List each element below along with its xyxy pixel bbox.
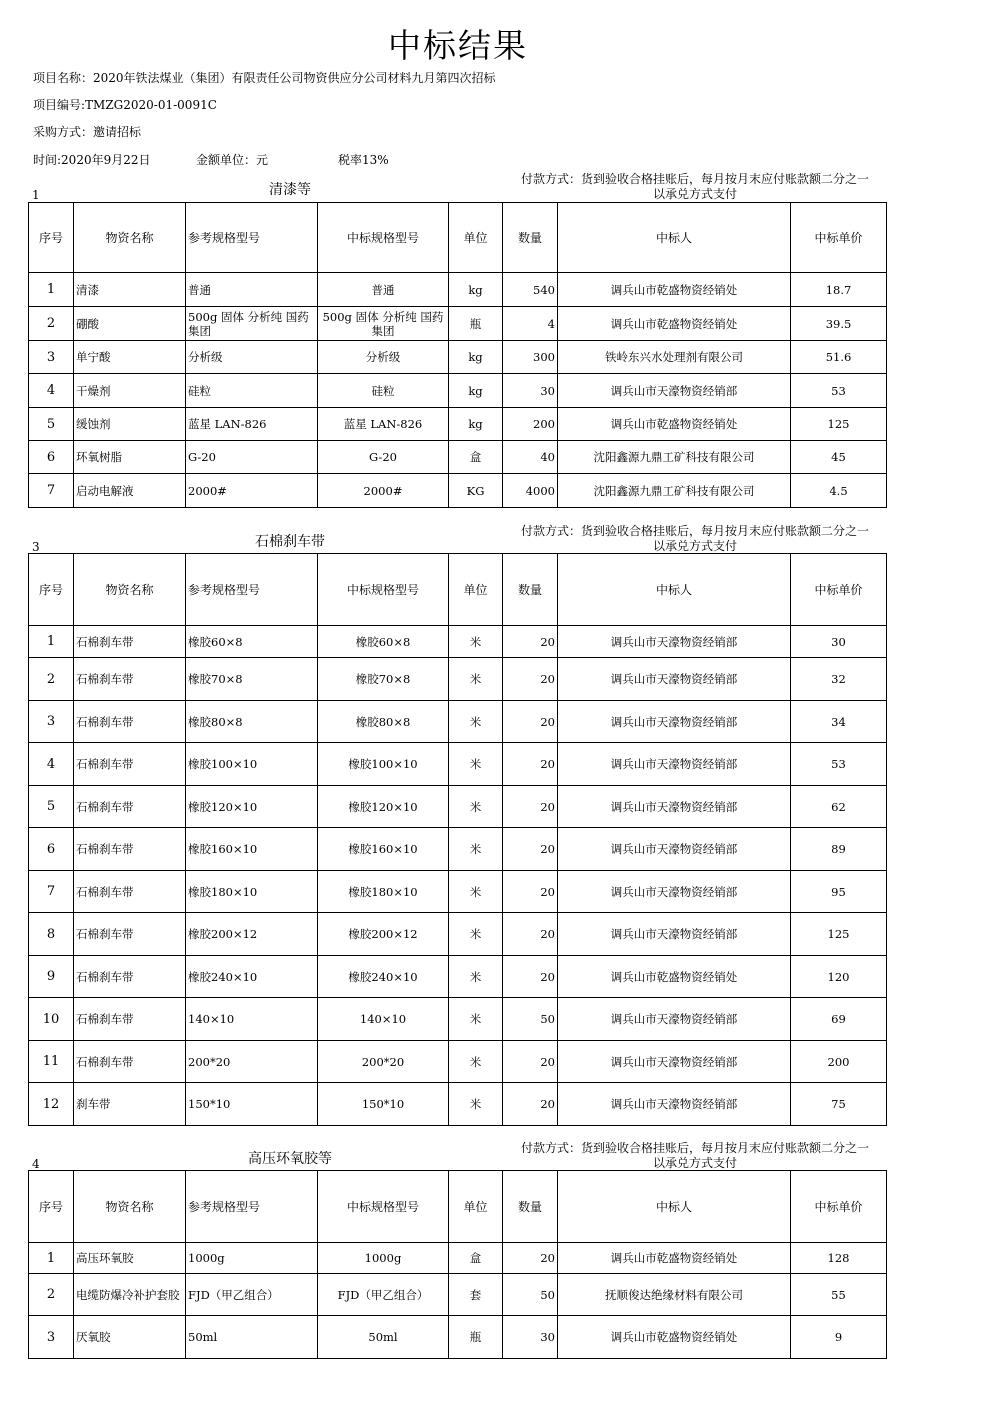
cell-seq: 4 — [29, 374, 74, 408]
date: 时间:2020年9月22日 — [33, 153, 151, 167]
cell-qty: 20 — [503, 626, 558, 658]
cell-unit: KG — [449, 474, 503, 508]
cell-price: 95 — [791, 871, 887, 913]
header-qty: 数量 — [503, 1171, 558, 1243]
table-row — [29, 408, 887, 441]
cell-price: 34 — [791, 701, 887, 743]
header-unit: 单位 — [449, 554, 503, 626]
cell-winner: 调兵山市天濠物资经销部 — [558, 1041, 791, 1083]
cell-winner: 调兵山市天濠物资经销部 — [558, 658, 791, 701]
cell-bid-spec: 硅粒 — [318, 374, 449, 408]
cell-name: 石棉刹车带 — [74, 1041, 186, 1083]
table-row — [29, 828, 887, 871]
cell-unit: kg — [449, 273, 503, 307]
cell-name: 单宁酸 — [74, 341, 186, 374]
cell-unit: 米 — [449, 956, 503, 998]
cell-qty: 4 — [503, 307, 558, 341]
cell-name: 石棉刹车带 — [74, 913, 186, 956]
cell-ref-spec: 橡胶100×10 — [186, 743, 318, 786]
cell-unit: 米 — [449, 828, 503, 871]
cell-bid-spec: 蓝星 LAN-826 — [318, 408, 449, 441]
cell-seq: 10 — [29, 998, 74, 1041]
cell-bid-spec: 橡胶80×8 — [318, 701, 449, 743]
cell-unit: 米 — [449, 1083, 503, 1126]
bid-table — [28, 1170, 887, 1359]
payment-line-2: 以承兑方式支付 — [652, 1156, 737, 1170]
cell-bid-spec: 橡胶180×10 — [318, 871, 449, 913]
payment-line-1: 付款方式：货到验收合格挂账后，每月按月末应付账款额二分之一 — [520, 172, 869, 186]
table-row — [29, 998, 887, 1041]
cell-unit: 米 — [449, 913, 503, 956]
table-row — [29, 1083, 887, 1126]
cell-bid-spec: 橡胶70×8 — [318, 658, 449, 701]
cell-bid-spec: 50ml — [318, 1316, 449, 1359]
cell-ref-spec: FJD（甲乙组合） — [186, 1274, 318, 1316]
cell-winner: 调兵山市乾盛物资经销处 — [558, 273, 791, 307]
cell-name: 干燥剂 — [74, 374, 186, 408]
cell-qty: 20 — [503, 1243, 558, 1274]
cell-name: 环氧树脂 — [74, 441, 186, 474]
cell-winner: 调兵山市乾盛物资经销处 — [558, 408, 791, 441]
header-ref-spec: 参考规格型号 — [186, 203, 318, 273]
cell-price: 120 — [791, 956, 887, 998]
table-row — [29, 626, 887, 658]
payment-line-1: 付款方式：货到验收合格挂账后，每月按月末应付账款额二分之一 — [520, 1141, 869, 1155]
cell-seq: 1 — [29, 273, 74, 307]
cell-unit: 米 — [449, 1041, 503, 1083]
cell-winner: 调兵山市天濠物资经销部 — [558, 1083, 791, 1126]
header-winner: 中标人 — [558, 203, 791, 273]
cell-price: 30 — [791, 626, 887, 658]
cell-qty: 30 — [503, 374, 558, 408]
cell-winner: 调兵山市天濠物资经销部 — [558, 374, 791, 408]
cell-ref-spec: 橡胶70×8 — [186, 658, 318, 701]
cell-seq: 3 — [29, 701, 74, 743]
cell-name: 石棉刹车带 — [74, 998, 186, 1041]
cell-qty: 50 — [503, 1274, 558, 1316]
cell-winner: 调兵山市天濠物资经销部 — [558, 626, 791, 658]
cell-name: 石棉刹车带 — [74, 786, 186, 828]
cell-seq: 7 — [29, 474, 74, 508]
payment-terms — [505, 1141, 885, 1171]
payment-terms — [505, 524, 885, 554]
cell-qty: 20 — [503, 913, 558, 956]
cell-unit: 米 — [449, 871, 503, 913]
header-seq: 序号 — [29, 554, 74, 626]
cell-price: 62 — [791, 786, 887, 828]
cell-qty: 50 — [503, 998, 558, 1041]
cell-qty: 200 — [503, 408, 558, 441]
cell-ref-spec: 1000g — [186, 1243, 318, 1274]
cell-name: 石棉刹车带 — [74, 626, 186, 658]
cell-unit: 瓶 — [449, 1316, 503, 1359]
section-number: 3 — [32, 540, 40, 554]
cell-ref-spec: 200*20 — [186, 1041, 318, 1083]
cell-qty: 20 — [503, 701, 558, 743]
table-row — [29, 474, 887, 508]
cell-name: 厌氧胶 — [74, 1316, 186, 1359]
cell-name: 刹车带 — [74, 1083, 186, 1126]
cell-ref-spec: 蓝星 LAN-826 — [186, 408, 318, 441]
table-row — [29, 1243, 887, 1274]
cell-unit: 盒 — [449, 1243, 503, 1274]
project-code: 项目编号:TMZG2020-01-0091C — [33, 98, 217, 112]
cell-unit: 米 — [449, 998, 503, 1041]
header-ref-spec: 参考规格型号 — [186, 1171, 318, 1243]
table-row — [29, 956, 887, 998]
cell-name: 高压环氧胶 — [74, 1243, 186, 1274]
cell-bid-spec: 分析级 — [318, 341, 449, 374]
table-row — [29, 341, 887, 374]
cell-qty: 4000 — [503, 474, 558, 508]
cell-ref-spec: 橡胶200×12 — [186, 913, 318, 956]
cell-seq: 1 — [29, 626, 74, 658]
cell-unit: 米 — [449, 743, 503, 786]
cell-winner: 调兵山市天濠物资经销部 — [558, 998, 791, 1041]
cell-unit: 米 — [449, 701, 503, 743]
cell-name: 石棉刹车带 — [74, 743, 186, 786]
cell-seq: 9 — [29, 956, 74, 998]
table-row — [29, 1316, 887, 1359]
header-qty: 数量 — [503, 203, 558, 273]
header-bid-spec: 中标规格型号 — [318, 554, 449, 626]
header-bid-spec: 中标规格型号 — [318, 203, 449, 273]
cell-bid-spec: G-20 — [318, 441, 449, 474]
cell-name: 石棉刹车带 — [74, 871, 186, 913]
cell-seq: 3 — [29, 341, 74, 374]
bid-table — [28, 202, 887, 508]
cell-bid-spec: 橡胶200×12 — [318, 913, 449, 956]
cell-name: 石棉刹车带 — [74, 701, 186, 743]
cell-winner: 调兵山市天濠物资经销部 — [558, 828, 791, 871]
cell-bid-spec: 橡胶100×10 — [318, 743, 449, 786]
cell-price: 55 — [791, 1274, 887, 1316]
section-title: 清漆等 — [269, 182, 311, 198]
cell-name: 石棉刹车带 — [74, 956, 186, 998]
cell-ref-spec: 140×10 — [186, 998, 318, 1041]
table-row — [29, 786, 887, 828]
cell-bid-spec: FJD（甲乙组合） — [318, 1274, 449, 1316]
tax-rate: 税率13% — [338, 153, 389, 167]
cell-unit: 米 — [449, 658, 503, 701]
cell-ref-spec: 普通 — [186, 273, 318, 307]
cell-price: 32 — [791, 658, 887, 701]
cell-ref-spec: 橡胶80×8 — [186, 701, 318, 743]
cell-price: 9 — [791, 1316, 887, 1359]
section-number: 4 — [32, 1157, 40, 1171]
cell-bid-spec: 1000g — [318, 1243, 449, 1274]
cell-bid-spec: 橡胶160×10 — [318, 828, 449, 871]
header-winner: 中标人 — [558, 554, 791, 626]
header-seq: 序号 — [29, 203, 74, 273]
cell-winner: 铁岭东兴水处理剂有限公司 — [558, 341, 791, 374]
cell-winner: 抚顺俊达绝缘材料有限公司 — [558, 1274, 791, 1316]
cell-unit: kg — [449, 408, 503, 441]
table-row — [29, 701, 887, 743]
cell-winner: 调兵山市乾盛物资经销处 — [558, 307, 791, 341]
cell-name: 硼酸 — [74, 307, 186, 341]
cell-seq: 5 — [29, 408, 74, 441]
cell-price: 69 — [791, 998, 887, 1041]
table-row — [29, 273, 887, 307]
cell-seq: 2 — [29, 307, 74, 341]
cell-winner: 沈阳鑫源九鼎工矿科技有限公司 — [558, 474, 791, 508]
cell-name: 启动电解液 — [74, 474, 186, 508]
header-bid-spec: 中标规格型号 — [318, 1171, 449, 1243]
cell-seq: 8 — [29, 913, 74, 956]
cell-seq: 3 — [29, 1316, 74, 1359]
cell-seq: 2 — [29, 1274, 74, 1316]
payment-terms — [505, 172, 885, 202]
cell-winner: 调兵山市天濠物资经销部 — [558, 701, 791, 743]
cell-qty: 30 — [503, 1316, 558, 1359]
cell-bid-spec: 橡胶120×10 — [318, 786, 449, 828]
section-title: 石棉刹车带 — [255, 534, 325, 550]
cell-ref-spec: 分析级 — [186, 341, 318, 374]
cell-unit: 盒 — [449, 441, 503, 474]
table-row — [29, 307, 887, 341]
cell-ref-spec: 50ml — [186, 1316, 318, 1359]
cell-seq: 6 — [29, 828, 74, 871]
cell-qty: 20 — [503, 871, 558, 913]
cell-qty: 300 — [503, 341, 558, 374]
cell-price: 51.6 — [791, 341, 887, 374]
header-price: 中标单价 — [791, 554, 887, 626]
cell-ref-spec: 橡胶160×10 — [186, 828, 318, 871]
table-row — [29, 1274, 887, 1316]
cell-name: 石棉刹车带 — [74, 658, 186, 701]
cell-price: 89 — [791, 828, 887, 871]
bid-table — [28, 553, 887, 1126]
cell-price: 4.5 — [791, 474, 887, 508]
cell-bid-spec: 橡胶240×10 — [318, 956, 449, 998]
cell-ref-spec: 橡胶180×10 — [186, 871, 318, 913]
page-title: 中标结果 — [388, 26, 528, 65]
cell-ref-spec: 150*10 — [186, 1083, 318, 1126]
table-row — [29, 374, 887, 408]
cell-unit: kg — [449, 374, 503, 408]
cell-name: 石棉刹车带 — [74, 828, 186, 871]
header-row — [29, 554, 887, 626]
cell-price: 75 — [791, 1083, 887, 1126]
cell-bid-spec: 200*20 — [318, 1041, 449, 1083]
table-row — [29, 441, 887, 474]
table-row — [29, 913, 887, 956]
cell-name: 缓蚀剂 — [74, 408, 186, 441]
cell-qty: 20 — [503, 658, 558, 701]
header-winner: 中标人 — [558, 1171, 791, 1243]
cell-price: 45 — [791, 441, 887, 474]
cell-unit: 套 — [449, 1274, 503, 1316]
header-price: 中标单价 — [791, 1171, 887, 1243]
table-row — [29, 871, 887, 913]
cell-bid-spec: 150*10 — [318, 1083, 449, 1126]
cell-qty: 20 — [503, 743, 558, 786]
cell-price: 200 — [791, 1041, 887, 1083]
cell-price: 128 — [791, 1243, 887, 1274]
cell-qty: 540 — [503, 273, 558, 307]
header-unit: 单位 — [449, 203, 503, 273]
header-unit: 单位 — [449, 1171, 503, 1243]
procurement-method: 采购方式：邀请招标 — [33, 125, 142, 139]
cell-name: 清漆 — [74, 273, 186, 307]
cell-ref-spec: 橡胶120×10 — [186, 786, 318, 828]
cell-bid-spec: 140×10 — [318, 998, 449, 1041]
currency-unit: 金额单位：元 — [196, 153, 269, 167]
table-row — [29, 1041, 887, 1083]
cell-bid-spec: 500g 固体 分析纯 国药集团 — [318, 307, 449, 341]
cell-winner: 调兵山市乾盛物资经销处 — [558, 956, 791, 998]
cell-bid-spec: 橡胶60×8 — [318, 626, 449, 658]
cell-ref-spec: 橡胶60×8 — [186, 626, 318, 658]
header-name: 物资名称 — [74, 1171, 186, 1243]
cell-winner: 调兵山市天濠物资经销部 — [558, 743, 791, 786]
cell-winner: 调兵山市天濠物资经销部 — [558, 913, 791, 956]
header-seq: 序号 — [29, 1171, 74, 1243]
cell-unit: 米 — [449, 626, 503, 658]
cell-seq: 5 — [29, 786, 74, 828]
cell-ref-spec: G-20 — [186, 441, 318, 474]
cell-name: 电缆防爆冷补护套胶 — [74, 1274, 186, 1316]
project-name: 项目名称：2020年铁法煤业（集团）有限责任公司物资供应分公司材料九月第四次招标 — [33, 71, 496, 85]
cell-seq: 4 — [29, 743, 74, 786]
cell-winner: 调兵山市天濠物资经销部 — [558, 786, 791, 828]
header-price: 中标单价 — [791, 203, 887, 273]
header-name: 物资名称 — [74, 203, 186, 273]
header-row — [29, 1171, 887, 1243]
cell-qty: 20 — [503, 786, 558, 828]
cell-qty: 20 — [503, 956, 558, 998]
cell-winner: 调兵山市乾盛物资经销处 — [558, 1243, 791, 1274]
payment-line-2: 以承兑方式支付 — [652, 539, 737, 553]
cell-unit: 米 — [449, 786, 503, 828]
cell-bid-spec: 2000# — [318, 474, 449, 508]
section-title: 高压环氧胶等 — [248, 1151, 332, 1167]
cell-seq: 2 — [29, 658, 74, 701]
cell-ref-spec: 橡胶240×10 — [186, 956, 318, 998]
cell-seq: 12 — [29, 1083, 74, 1126]
cell-price: 125 — [791, 913, 887, 956]
payment-line-1: 付款方式：货到验收合格挂账后，每月按月末应付账款额二分之一 — [520, 524, 869, 538]
payment-line-2: 以承兑方式支付 — [652, 187, 737, 201]
cell-qty: 20 — [503, 1041, 558, 1083]
cell-qty: 40 — [503, 441, 558, 474]
section-number: 1 — [32, 188, 40, 202]
cell-seq: 6 — [29, 441, 74, 474]
header-qty: 数量 — [503, 554, 558, 626]
cell-price: 53 — [791, 743, 887, 786]
cell-seq: 7 — [29, 871, 74, 913]
cell-ref-spec: 500g 固体 分析纯 国药集团 — [186, 307, 318, 341]
cell-ref-spec: 2000# — [186, 474, 318, 508]
cell-winner: 调兵山市乾盛物资经销处 — [558, 1316, 791, 1359]
cell-seq: 11 — [29, 1041, 74, 1083]
cell-price: 18.7 — [791, 273, 887, 307]
cell-ref-spec: 硅粒 — [186, 374, 318, 408]
cell-unit: kg — [449, 341, 503, 374]
cell-price: 125 — [791, 408, 887, 441]
cell-bid-spec: 普通 — [318, 273, 449, 307]
header-name: 物资名称 — [74, 554, 186, 626]
header-row — [29, 203, 887, 273]
cell-price: 39.5 — [791, 307, 887, 341]
cell-seq: 1 — [29, 1243, 74, 1274]
cell-qty: 20 — [503, 1083, 558, 1126]
table-row — [29, 658, 887, 701]
header-ref-spec: 参考规格型号 — [186, 554, 318, 626]
cell-winner: 沈阳鑫源九鼎工矿科技有限公司 — [558, 441, 791, 474]
table-row — [29, 743, 887, 786]
cell-winner: 调兵山市天濠物资经销部 — [558, 871, 791, 913]
cell-price: 53 — [791, 374, 887, 408]
cell-unit: 瓶 — [449, 307, 503, 341]
cell-qty: 20 — [503, 828, 558, 871]
